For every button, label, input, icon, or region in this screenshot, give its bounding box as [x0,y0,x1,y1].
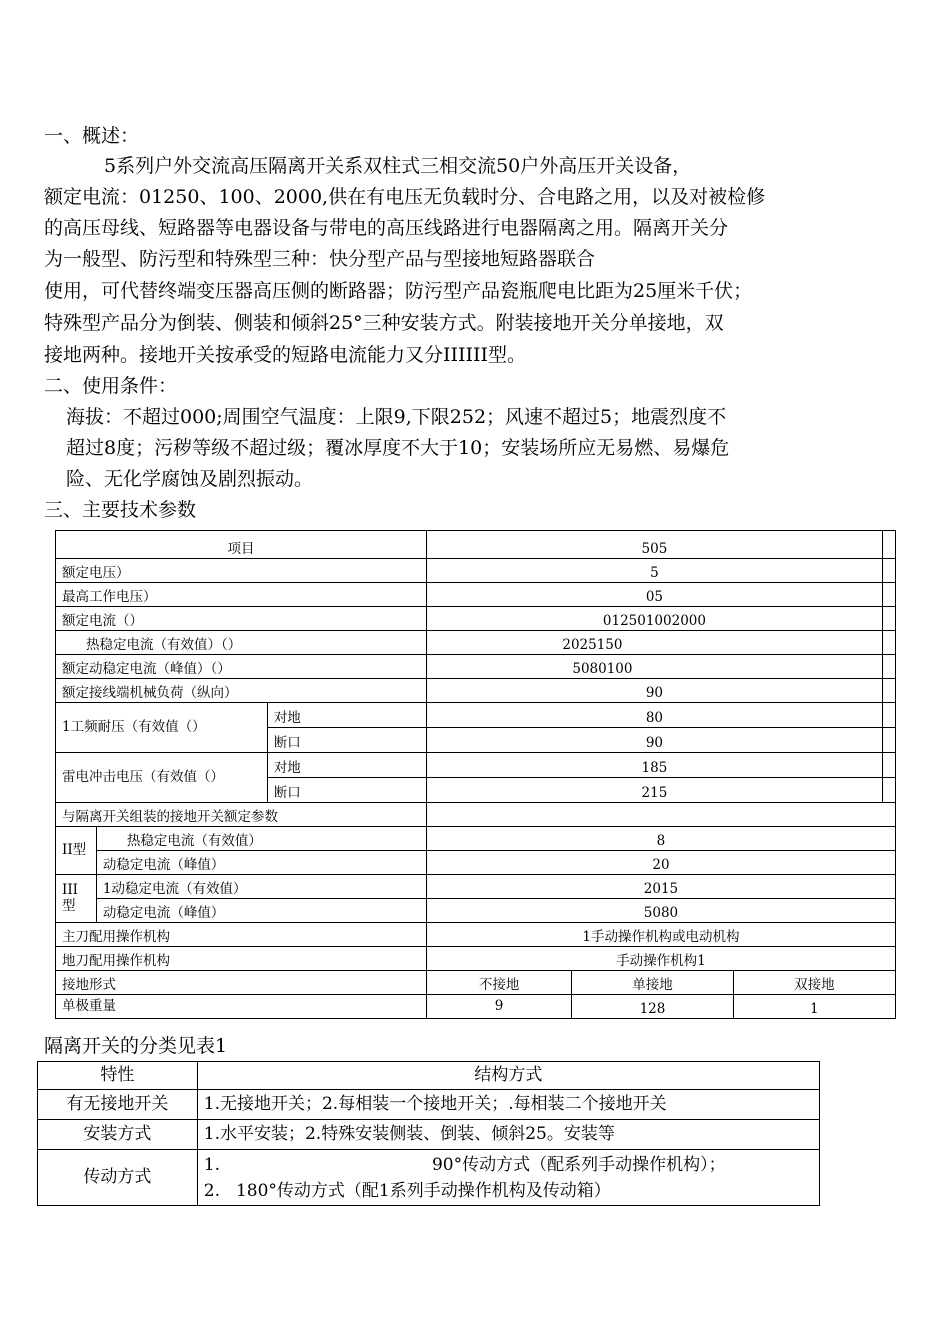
impulse-val-ground: 185 [426,753,882,778]
feature-cell: 有无接地开关 [38,1090,198,1120]
freq-val-break: 90 [426,728,882,753]
type2-label: II型 [56,827,97,875]
drive-line-2-text: 180°传动方式（配1系列手动操作机构及传动箱） [235,1180,611,1201]
table-row [56,631,896,655]
section2-line-3: 险、无化学腐蚀及剧烈振动。 [66,468,314,490]
type3-thermal-value: 2015 [426,875,895,899]
weight-single: 128 [572,995,733,1019]
type2-dynamic-value: 20 [426,851,895,875]
weight-label: 单极重量 [56,995,427,1019]
row-value: 5080100 [426,655,882,679]
row-label: 额定接线端机械负荷（纵向） [56,679,427,703]
row-value: 012501002000 [426,607,882,631]
row-label: 热稳定电流（有效值）（） [56,631,427,655]
section2-line-2: 超过8度；污秽等级不超过级；覆冰厚度不大于10；安装场所应无易燃、易爆危 [66,437,730,459]
table-row [56,803,896,827]
table-row [56,607,896,631]
feature-cell: 传动方式 [38,1150,198,1206]
impulse-sub-ground: 对地 [267,753,426,778]
section2-line-1: 海拔：不超过000;周围空气温度：上限9,下限252；风速不超过5；地震烈度不 [66,406,727,428]
drive-line-1 [204,1152,813,1178]
table2-caption: 隔离开关的分类见表1 [44,1035,228,1057]
row-label: 额定动稳定电流（峰值）（） [56,655,427,679]
freq-withstand-label: 1工频耐压（有效值（） [56,703,268,753]
header-value: 505 [426,531,882,559]
type3-label: III型 [56,875,97,923]
section1-line-3: 的高压母线、短路器等电器设备与带电的高压线路进行电器隔离之用。隔离开关分 [44,217,729,239]
drive-line-1-text: 90°传动方式（配系列手动操作机构）； [431,1154,726,1175]
section1-line-6: 特殊型产品分为倒装、侧装和倾斜25°三种安装方式。附装接地开关分单接地，双 [44,312,724,334]
ground-form-label: 接地形式 [56,971,427,995]
type2-thermal-label: 热稳定电流（有效值） [96,827,426,851]
table-row [56,679,896,703]
type2-dynamic-label: 动稳定电流（峰值） [96,851,426,875]
desc-cell: 1.无接地开关；2.每相装一个接地开关；.每相装二个接地开关 [197,1090,819,1120]
table-row [38,1120,820,1150]
drive-line-2 [204,1178,813,1204]
ground-switch-title: 与隔离开关组装的接地开关额定参数 [56,803,427,827]
table-row [56,753,896,778]
impulse-label: 雷电冲击电压（有效值（） [56,753,268,803]
type3-thermal-label: 1动稳定电流（有效值） [96,875,426,899]
header-item: 项目 [56,531,427,559]
freq-sub-ground: 对地 [267,703,426,728]
table-row [56,703,896,728]
table-row [38,1090,820,1120]
section1-line-2: 额定电流：01250、100、2000,供在有电压无负载时分、合电路之用，以及对被检修 [44,186,766,208]
desc-cell [197,1150,819,1206]
row-label: 最高工作电压） [56,583,427,607]
section1-line-5: 使用，可代替终端变压器高压侧的断路器；防污型产品瓷瓶爬电比距为25厘米千伏； [44,280,753,302]
section2-heading: 二、使用条件： [44,375,178,397]
narrow-column [882,531,895,559]
drive-line-1-num: 1. [203,1154,220,1175]
table-header-row [56,531,896,559]
ground-form-double: 双接地 [733,971,895,995]
impulse-sub-break: 断口 [267,778,426,803]
row-value: 90 [426,679,882,703]
table-row [38,1150,820,1206]
table-row [56,875,896,899]
row-value: 5 [426,559,882,583]
table-row [56,923,896,947]
freq-val-ground: 80 [426,703,882,728]
drive-line-2-num: 2. [203,1180,220,1201]
section1-heading: 一、概述： [44,125,140,147]
table-row [56,655,896,679]
table-row [56,851,896,875]
table-row [56,583,896,607]
impulse-val-break: 215 [426,778,882,803]
technical-params-table [55,530,896,1019]
section1-line-7: 接地两种。接地开关按承受的短路电流能力又分IIIIII型。 [44,344,527,366]
ground-knife-value: 手动操作机构1 [426,947,895,971]
ground-form-none: 不接地 [426,971,571,995]
ground-form-single: 单接地 [572,971,733,995]
type3-dynamic-label: 动稳定电流（峰值） [96,899,426,923]
header-structure: 结构方式 [197,1062,819,1090]
header-feature: 特性 [38,1062,198,1090]
row-value: 05 [426,583,882,607]
section1-line-4: 为一般型、防污型和特殊型三种：快分型产品与型接地短路器联合 [44,248,596,270]
main-knife-label: 主刀配用操作机构 [56,923,427,947]
type2-thermal-value: 8 [426,827,895,851]
table-header-row [38,1062,820,1090]
table-row [56,971,896,995]
ground-knife-label: 地刀配用操作机构 [56,947,427,971]
main-knife-value: 1手动操作机构或电动机构 [426,923,895,947]
desc-cell: 1.水平安装；2.特殊安装侧装、倒装、倾斜25。安装等 [197,1120,819,1150]
section1-line-1: 5系列户外交流高压隔离开关系双柱式三相交流50户外高压开关设备， [104,155,692,177]
table-row [56,995,896,1019]
weight-double: 1 [733,995,895,1019]
row-label: 额定电流（） [56,607,427,631]
feature-cell: 安装方式 [38,1120,198,1150]
table-row [56,559,896,583]
row-label: 额定电压） [56,559,427,583]
row-value: 2025150 [426,631,882,655]
table-row [56,827,896,851]
weight-none: 9 [426,995,571,1019]
table-row [56,899,896,923]
section3-heading: 三、主要技术参数 [44,499,197,521]
freq-sub-break: 断口 [267,728,426,753]
table-row [56,947,896,971]
type3-dynamic-value: 5080 [426,899,895,923]
classification-table [37,1061,820,1206]
